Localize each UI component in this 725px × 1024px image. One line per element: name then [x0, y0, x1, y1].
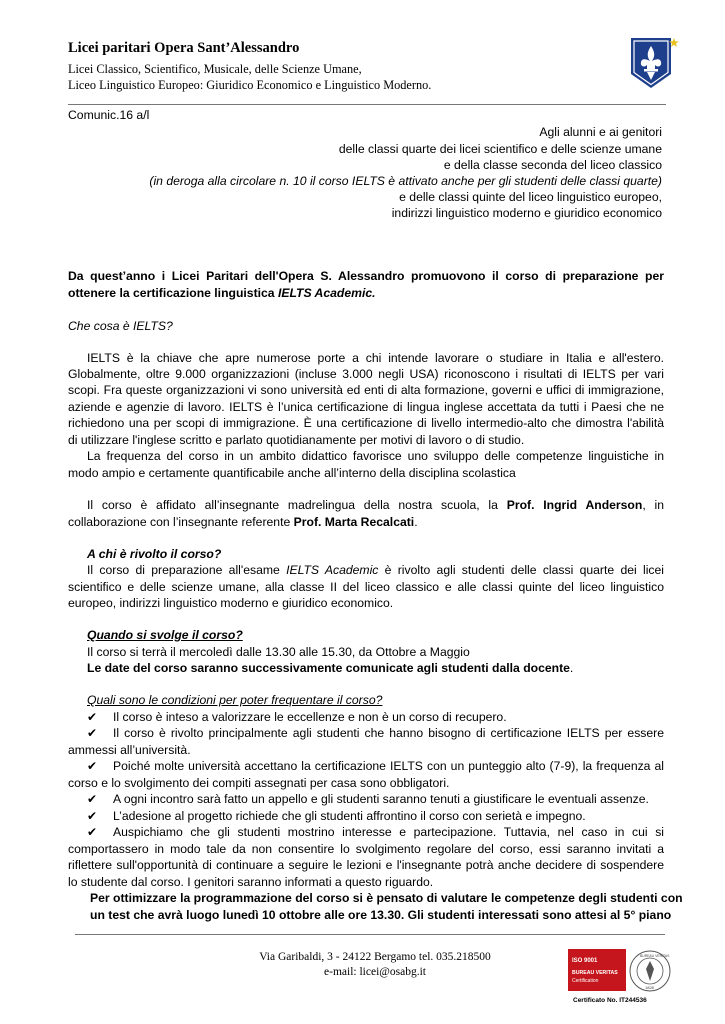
paragraph-line: Globalmente, oltre 9.000 organizzazioni (incluse 3.000 negli USA) riconoscono i risultati di IELTS per vari [68, 367, 664, 381]
text: . [569, 661, 574, 675]
intro-line: Da quest’anno i Licei Paritari dell'Opera S. Alessandro promuovono il corso di preparazione per [68, 269, 664, 283]
check-mark-icon: ✔ [87, 825, 98, 839]
paragraph-line: di utilizzare l'inglese scritto e parlato quotidianamente per motivi di lavoro o di studio. [68, 433, 525, 447]
paragraph-line: IELTS è la chiave che apre numerose porte a chi intende lavorare o studiare in Italia e all'estero. [87, 351, 664, 365]
check-mark-icon: ✔ [87, 710, 98, 724]
paragraph-line: europeo, indirizzi linguistico moderno e giuridico economico. [68, 596, 394, 610]
section-question: Quando si svolge il corso? [87, 628, 243, 642]
condition-item [87, 725, 664, 742]
footer-address: Via Garibaldi, 3 - 24122 Bergamo tel. 035.218500 [259, 951, 491, 963]
recipient-note: (in deroga alla circolare n. 10 il corso IELTS è attivato anche per gli studenti delle classi quarte) [149, 174, 662, 188]
text: Il corso è affidato all’insegnante madrelingua della nostra scuola, la [87, 498, 507, 512]
paragraph-line [68, 514, 418, 531]
paragraph-line [87, 562, 664, 579]
paragraph-line: scopi. Fra queste organizzazioni vi sono università ed enti di alta formazione, governi e uffici di immigrazione, [68, 383, 664, 397]
paragraph-line: scientifico e delle scienze umane, alla classe II del liceo classico e alle classi quinte del liceo linguistico [68, 580, 664, 594]
cert-name-text: BUREAU VERITAS [572, 970, 618, 976]
recipient-line: e delle classi quinte del liceo linguistico europeo, [399, 190, 662, 204]
cert-sub-text: Certification [572, 978, 599, 984]
school-subtitle-2: Liceo Linguistico Europeo: Giuridico Economico e Linguistico Moderno. [68, 78, 432, 92]
ielts-academic-label: IELTS Academic [286, 563, 379, 577]
recipient-line: indirizzi linguistico moderno e giuridico economico [391, 206, 662, 220]
text: Le date del corso saranno successivamente comunicate agli studenti dalla docente [87, 661, 570, 675]
fleur-de-lis-shield-icon [625, 34, 681, 90]
text: L’adesione al progetto richiede che gli studenti affrontino il corso con serietà e impegno. [113, 809, 586, 823]
recipient-line: delle classi quarte dei licei scientifico e delle scienze umane [338, 142, 662, 156]
paragraph-line: richiedono una per scopi di immigrazione. È una certificazione di livello intermedio-alto che dimostra l'abilità [68, 416, 664, 430]
check-mark-icon: ✔ [87, 726, 98, 740]
text: Poiché molte università accettano la certificazione IELTS con un punteggio alto (7-9), la frequenza al [113, 759, 664, 773]
condition-line: corso e lo svolgimento dei compiti assegnati per casa sono obbligatori. [68, 776, 450, 790]
cert-year-text: 1828 [645, 985, 654, 990]
condition-item [87, 824, 664, 841]
condition-line: ammessi all’università. [68, 743, 191, 757]
recipient-line: e della classe seconda del liceo classico [443, 158, 662, 172]
text: Auspichiamo che gli studenti mostrino interesse e partecipazione. Tuttavia, nel caso in cui si [113, 825, 664, 839]
teacher-name: Prof. Ingrid Anderson [506, 498, 643, 512]
communication-number: Comunic.16 a/l [68, 108, 150, 122]
condition-line: comportassero in modo tale da non consentire lo svolgimento regolare del corso, essi saranno invitati a [68, 842, 664, 856]
check-mark-icon: ✔ [87, 792, 98, 806]
paragraph-line: La frequenza del corso in un ambito didattico favorisce uno sviluppo delle competenze linguistiche in [87, 449, 664, 463]
footer-rule [75, 934, 665, 935]
section-question: A chi è rivolto il corso? [87, 547, 222, 561]
text: Il corso è inteso a valorizzare le eccellenze e non è un corso di recupero. [113, 710, 507, 724]
school-subtitle-1: Licei Classico, Scientifico, Musicale, delle Scienze Umane, [68, 62, 362, 76]
closing-line: Per ottimizzare la programmazione del corso si è pensato di valutare le competenze degli studenti con [90, 891, 683, 905]
cert-iso-text: ISO 9001 [572, 958, 598, 964]
paragraph-line [87, 497, 664, 514]
text: Il corso di preparazione all'esame [87, 563, 287, 577]
intro-line [68, 285, 376, 302]
paragraph-line: modo ampio e certamente quantificabile anche all’interno della disciplina scolastica [68, 466, 516, 480]
footer-email: e-mail: licei@osabg.it [324, 966, 426, 978]
recipient-line: Agli alunni e ai genitori [539, 125, 662, 139]
condition-item [87, 808, 586, 825]
text: , in [642, 498, 664, 512]
header-rule [68, 104, 666, 105]
cert-ring-text: BUREAU VERITAS [640, 954, 670, 958]
text: collaborazione con l’insegnante referente [68, 515, 294, 529]
check-mark-icon: ✔ [87, 809, 98, 823]
text: è rivolto agli studenti delle classi quarte dei licei [378, 563, 664, 577]
condition-line: lo studente dal corso. I genitori saranno informati a questo riguardo. [68, 875, 434, 889]
check-mark-icon: ✔ [87, 759, 98, 773]
paragraph-line [87, 660, 573, 677]
school-title: Licei paritari Opera Sant’Alessandro [68, 40, 300, 56]
section-question: Che cosa è IELTS? [68, 319, 173, 333]
condition-item [87, 758, 664, 775]
ielts-academic-label: IELTS Academic. [277, 286, 376, 300]
condition-item [87, 791, 649, 808]
teacher-name: Prof. Marta Recalcati [293, 515, 415, 529]
paragraph-line: aziende e agenzie di lavoro. IELTS è l’unica certificazione di lingua inglese accettata da tutti i Paesi che ne [68, 400, 664, 414]
intro-text: ottenere la certificazione linguistica [68, 286, 278, 300]
section-question: Quali sono le condizioni per poter frequentare il corso? [87, 693, 383, 707]
paragraph-line: Il corso si terrà il mercoledì dalle 13.30 alle 15.30, da Ottobre a Maggio [87, 645, 470, 659]
condition-item [87, 709, 507, 726]
closing-line: un test che avrà luogo lunedì 10 ottobre alle ore 13.30. Gli studenti interessati sono attesi al 5° piano [90, 908, 672, 922]
text: A ogni incontro sarà fatto un appello e gli studenti saranno tenuti a giustificare le eventuali assenze. [113, 792, 649, 806]
condition-line: riflettere sull'opportunità di continuare a seguire le lezioni e l'insegnante potrà anche decidere di sospendere [68, 858, 664, 872]
text: Il corso è rivolto principalmente agli studenti che hanno bisogno di certificazione IELTS per essere [113, 726, 664, 740]
text: . [414, 515, 418, 529]
certificate-number: Certificato No. IT244536 [573, 997, 647, 1004]
